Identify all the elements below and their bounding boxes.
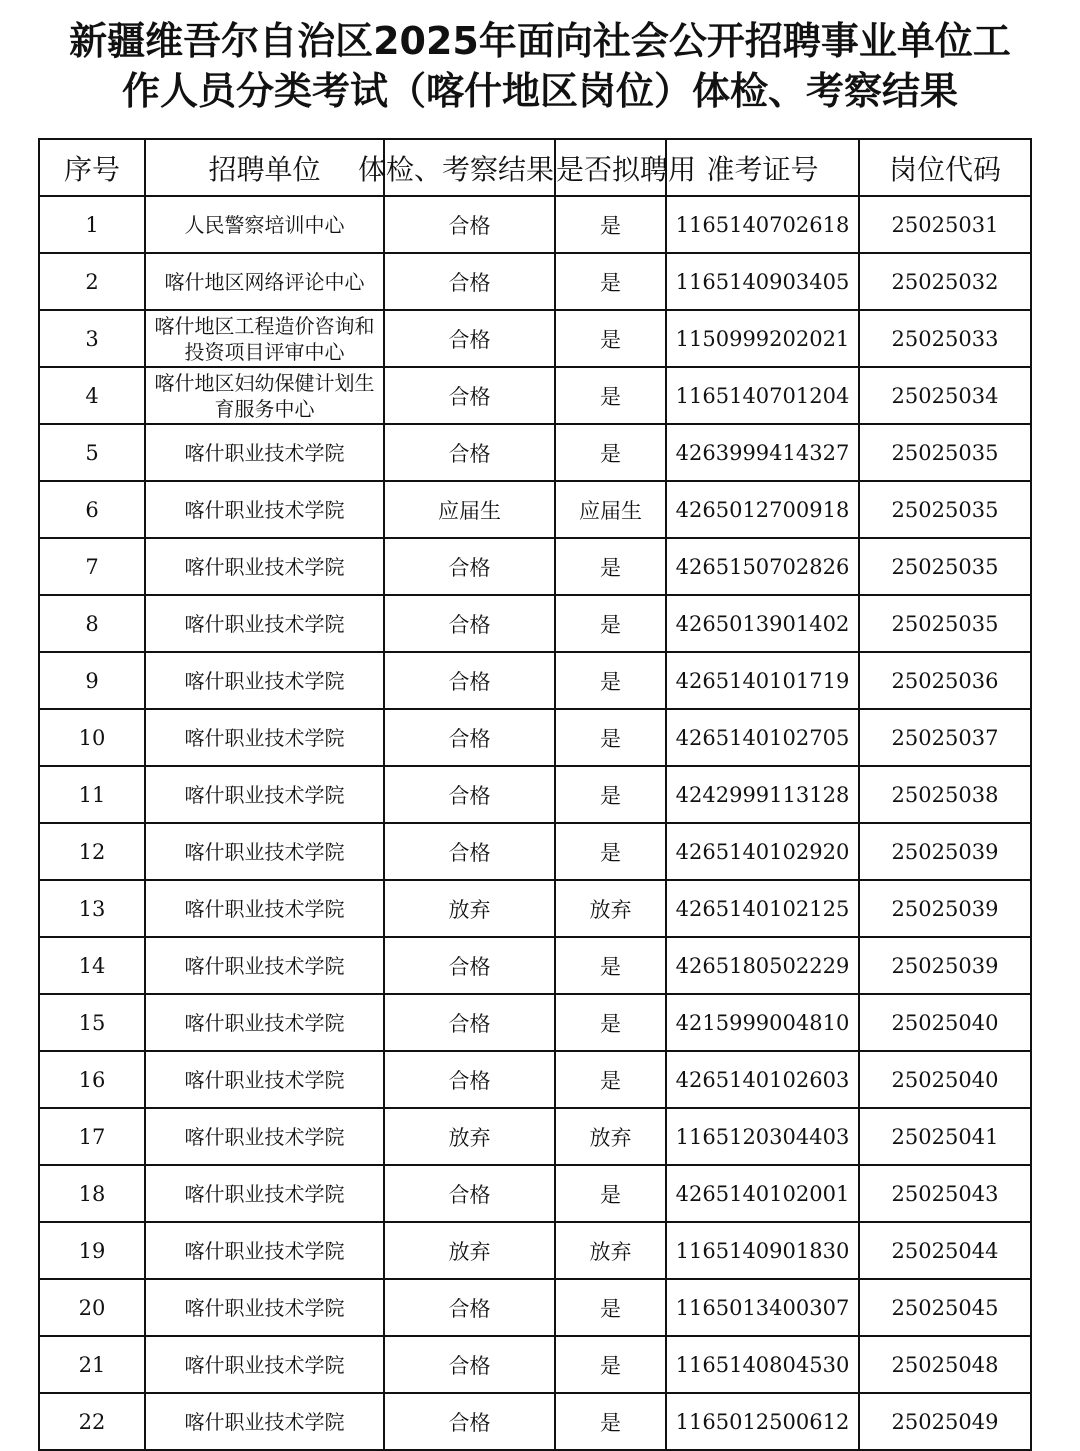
cell-code: 25025034	[859, 367, 1031, 424]
cell-code: 25025037	[859, 709, 1031, 766]
cell-result: 合格	[384, 937, 555, 994]
cell-result: 合格	[384, 367, 555, 424]
cell-hire: 是	[555, 937, 666, 994]
cell-unit: 喀什职业技术学院	[145, 823, 384, 880]
cell-code: 25025038	[859, 766, 1031, 823]
table-row	[39, 367, 1031, 424]
cell-serial: 22	[39, 1393, 145, 1450]
table-row	[39, 424, 1031, 481]
cell-result: 合格	[384, 1051, 555, 1108]
cell-ticket: 1165140702618	[666, 196, 859, 253]
cell-serial: 13	[39, 880, 145, 937]
cell-serial: 9	[39, 652, 145, 709]
cell-hire: 是	[555, 1051, 666, 1108]
cell-code: 25025035	[859, 424, 1031, 481]
cell-result: 放弃	[384, 1108, 555, 1165]
cell-ticket: 4265140101719	[666, 652, 859, 709]
cell-result: 合格	[384, 823, 555, 880]
cell-ticket: 4263999414327	[666, 424, 859, 481]
cell-unit: 喀什职业技术学院	[145, 1222, 384, 1279]
title-line-2: 作人员分类考试（喀什地区岗位）体检、考察结果	[121, 69, 958, 113]
cell-serial: 21	[39, 1336, 145, 1393]
cell-unit: 喀什职业技术学院	[145, 595, 384, 652]
cell-serial: 16	[39, 1051, 145, 1108]
cell-code: 25025039	[859, 937, 1031, 994]
cell-serial: 8	[39, 595, 145, 652]
table-row	[39, 196, 1031, 253]
table-row	[39, 1393, 1031, 1450]
cell-unit: 喀什职业技术学院	[145, 1051, 384, 1108]
cell-code: 25025039	[859, 880, 1031, 937]
header-unit: 招聘单位	[145, 139, 384, 196]
table-row	[39, 1108, 1031, 1165]
cell-unit: 喀什职业技术学院	[145, 1336, 384, 1393]
cell-result: 合格	[384, 994, 555, 1051]
header-serial: 序号	[39, 139, 145, 196]
cell-result: 合格	[384, 1336, 555, 1393]
table-row	[39, 1336, 1031, 1393]
cell-code: 25025036	[859, 652, 1031, 709]
cell-serial: 20	[39, 1279, 145, 1336]
cell-serial: 6	[39, 481, 145, 538]
cell-serial: 3	[39, 310, 145, 367]
cell-unit: 喀什职业技术学院	[145, 1393, 384, 1450]
cell-ticket: 4265140102920	[666, 823, 859, 880]
cell-code: 25025048	[859, 1336, 1031, 1393]
cell-hire: 是	[555, 1279, 666, 1336]
table-row	[39, 1222, 1031, 1279]
cell-hire: 是	[555, 595, 666, 652]
cell-code: 25025041	[859, 1108, 1031, 1165]
cell-result: 合格	[384, 595, 555, 652]
cell-result: 合格	[384, 424, 555, 481]
cell-hire: 是	[555, 652, 666, 709]
cell-unit: 人民警察培训中心	[145, 196, 384, 253]
cell-ticket: 1165140804530	[666, 1336, 859, 1393]
cell-unit: 喀什职业技术学院	[145, 538, 384, 595]
cell-code: 25025033	[859, 310, 1031, 367]
cell-ticket: 1165012500612	[666, 1393, 859, 1450]
cell-serial: 14	[39, 937, 145, 994]
cell-ticket: 1165013400307	[666, 1279, 859, 1336]
cell-result: 合格	[384, 538, 555, 595]
cell-result: 应届生	[384, 481, 555, 538]
table-row	[39, 937, 1031, 994]
cell-ticket: 1150999202021	[666, 310, 859, 367]
cell-hire: 是	[555, 709, 666, 766]
cell-unit: 喀什职业技术学院	[145, 1108, 384, 1165]
header-ticket: 准考证号	[666, 139, 859, 196]
cell-result: 合格	[384, 709, 555, 766]
cell-ticket: 1165140701204	[666, 367, 859, 424]
cell-hire: 应届生	[555, 481, 666, 538]
cell-result: 放弃	[384, 1222, 555, 1279]
cell-ticket: 4265140102603	[666, 1051, 859, 1108]
cell-hire: 放弃	[555, 1108, 666, 1165]
table-row	[39, 652, 1031, 709]
cell-hire: 是	[555, 1165, 666, 1222]
cell-result: 合格	[384, 652, 555, 709]
table-row	[39, 880, 1031, 937]
cell-serial: 11	[39, 766, 145, 823]
cell-hire: 是	[555, 424, 666, 481]
cell-result: 合格	[384, 196, 555, 253]
cell-result: 放弃	[384, 880, 555, 937]
cell-ticket: 4265012700918	[666, 481, 859, 538]
cell-unit: 喀什职业技术学院	[145, 766, 384, 823]
cell-serial: 1	[39, 196, 145, 253]
cell-code: 25025031	[859, 196, 1031, 253]
table-row	[39, 994, 1031, 1051]
cell-code: 25025040	[859, 1051, 1031, 1108]
cell-ticket: 1165120304403	[666, 1108, 859, 1165]
cell-result: 合格	[384, 1279, 555, 1336]
cell-serial: 2	[39, 253, 145, 310]
table-row	[39, 1165, 1031, 1222]
table-row	[39, 766, 1031, 823]
cell-hire: 是	[555, 538, 666, 595]
cell-unit: 喀什职业技术学院	[145, 1279, 384, 1336]
cell-ticket: 4265013901402	[666, 595, 859, 652]
cell-serial: 5	[39, 424, 145, 481]
cell-unit: 喀什职业技术学院	[145, 424, 384, 481]
cell-hire: 是	[555, 1393, 666, 1450]
cell-result: 合格	[384, 766, 555, 823]
cell-ticket: 4242999113128	[666, 766, 859, 823]
document-title	[0, 16, 1080, 116]
cell-ticket: 4265140102125	[666, 880, 859, 937]
cell-serial: 7	[39, 538, 145, 595]
cell-result: 合格	[384, 253, 555, 310]
cell-hire: 是	[555, 823, 666, 880]
cell-unit: 喀什职业技术学院	[145, 880, 384, 937]
cell-serial: 4	[39, 367, 145, 424]
table-row	[39, 253, 1031, 310]
cell-hire: 是	[555, 766, 666, 823]
table-row	[39, 595, 1031, 652]
cell-result: 合格	[384, 310, 555, 367]
cell-unit: 喀什地区工程造价咨询和投资项目评审中心	[145, 310, 384, 367]
cell-serial: 10	[39, 709, 145, 766]
cell-serial: 19	[39, 1222, 145, 1279]
cell-unit: 喀什职业技术学院	[145, 652, 384, 709]
cell-ticket: 1165140901830	[666, 1222, 859, 1279]
cell-hire: 是	[555, 196, 666, 253]
cell-result: 合格	[384, 1393, 555, 1450]
cell-code: 25025035	[859, 538, 1031, 595]
cell-code: 25025043	[859, 1165, 1031, 1222]
cell-code: 25025044	[859, 1222, 1031, 1279]
cell-unit: 喀什职业技术学院	[145, 937, 384, 994]
cell-code: 25025040	[859, 994, 1031, 1051]
table-row	[39, 310, 1031, 367]
header-result: 体检、考察结果	[384, 139, 555, 196]
cell-hire: 是	[555, 310, 666, 367]
cell-ticket: 1165140903405	[666, 253, 859, 310]
cell-hire: 是	[555, 253, 666, 310]
table-row	[39, 823, 1031, 880]
cell-unit: 喀什职业技术学院	[145, 709, 384, 766]
cell-serial: 17	[39, 1108, 145, 1165]
table-row	[39, 538, 1031, 595]
cell-code: 25025035	[859, 595, 1031, 652]
results-table	[38, 138, 1032, 1451]
cell-hire: 放弃	[555, 1222, 666, 1279]
cell-unit: 喀什职业技术学院	[145, 994, 384, 1051]
cell-hire: 是	[555, 367, 666, 424]
cell-serial: 15	[39, 994, 145, 1051]
cell-ticket: 4215999004810	[666, 994, 859, 1051]
cell-hire: 是	[555, 994, 666, 1051]
cell-code: 25025049	[859, 1393, 1031, 1450]
cell-code: 25025035	[859, 481, 1031, 538]
table-header-row	[39, 139, 1031, 196]
cell-code: 25025045	[859, 1279, 1031, 1336]
cell-unit: 喀什地区妇幼保健计划生育服务中心	[145, 367, 384, 424]
cell-ticket: 4265150702826	[666, 538, 859, 595]
cell-code: 25025032	[859, 253, 1031, 310]
cell-hire: 放弃	[555, 880, 666, 937]
cell-serial: 18	[39, 1165, 145, 1222]
cell-result: 合格	[384, 1165, 555, 1222]
cell-ticket: 4265180502229	[666, 937, 859, 994]
cell-hire: 是	[555, 1336, 666, 1393]
table-row	[39, 481, 1031, 538]
cell-code: 25025039	[859, 823, 1031, 880]
header-hire: 是否拟聘用	[555, 139, 666, 196]
cell-serial: 12	[39, 823, 145, 880]
table-row	[39, 709, 1031, 766]
table-row	[39, 1279, 1031, 1336]
cell-ticket: 4265140102705	[666, 709, 859, 766]
title-line-1: 新疆维吾尔自治区2025年面向社会公开招聘事业单位工	[69, 19, 1011, 63]
cell-unit: 喀什职业技术学院	[145, 1165, 384, 1222]
cell-ticket: 4265140102001	[666, 1165, 859, 1222]
cell-unit: 喀什职业技术学院	[145, 481, 384, 538]
table-row	[39, 1051, 1031, 1108]
header-code: 岗位代码	[859, 139, 1031, 196]
cell-unit: 喀什地区网络评论中心	[145, 253, 384, 310]
